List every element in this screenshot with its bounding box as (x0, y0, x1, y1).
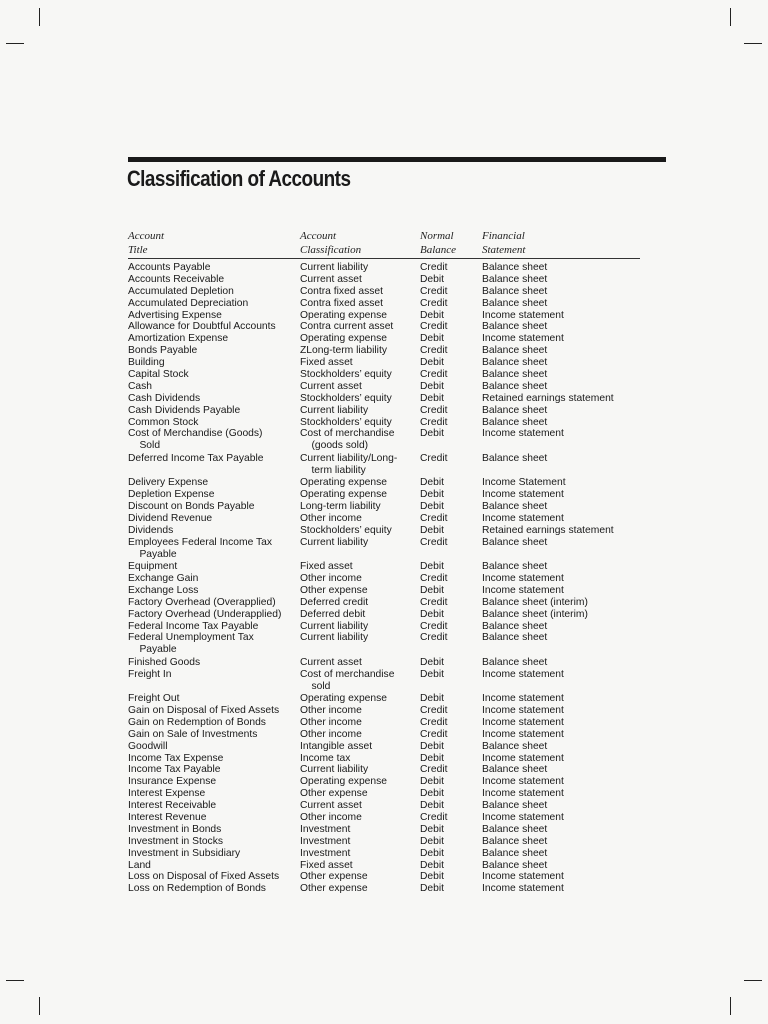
crop-mark (39, 997, 40, 1015)
account-classification: Other income (300, 512, 362, 524)
normal-balance: Debit (420, 668, 445, 680)
account-classification: Stockholders’ equity (300, 392, 392, 404)
financial-statement: Income statement (482, 752, 564, 764)
account-title: Gain on Sale of Investments (128, 728, 258, 740)
financial-statement: Retained earnings statement (482, 392, 614, 404)
crop-mark (744, 980, 762, 981)
header-line: Financial (482, 230, 525, 242)
financial-statement: Balance sheet (482, 357, 548, 369)
table-row (128, 669, 648, 693)
header-normal-balance (420, 230, 456, 257)
account-classification: Operating expense (300, 477, 388, 489)
account-title: Federal Unemployment Tax Payable (128, 632, 254, 656)
accounts-table (128, 262, 648, 895)
table-row (128, 585, 648, 597)
account-classification: Operating expense (300, 693, 388, 705)
financial-statement: Balance sheet (482, 764, 548, 776)
table-row (128, 871, 648, 883)
table-row (128, 357, 648, 369)
table-row (128, 705, 648, 717)
normal-balance: Debit (420, 561, 445, 573)
account-title: Income Tax Payable (128, 764, 221, 776)
account-title: Amortization Expense (128, 333, 229, 345)
financial-statement: Balance sheet (482, 416, 548, 428)
header-financial-statement (482, 230, 525, 257)
financial-statement: Income statement (482, 309, 564, 321)
crop-mark (730, 8, 731, 26)
table-row (128, 310, 648, 322)
normal-balance: Credit (420, 812, 448, 824)
account-classification: Cost of merchandise (goods sold) (300, 428, 395, 452)
account-title: Goodwill (128, 740, 168, 752)
normal-balance: Debit (420, 656, 445, 668)
account-title: Income Tax Expense (128, 752, 224, 764)
financial-statement: Income statement (482, 812, 564, 824)
table-row (128, 848, 648, 860)
table-row (128, 764, 648, 776)
account-title: Employees Federal Income Tax Payable (128, 536, 273, 560)
normal-balance: Debit (420, 693, 445, 705)
header-line: Account (128, 230, 165, 242)
financial-statement: Balance sheet (482, 404, 548, 416)
table-row (128, 836, 648, 848)
financial-statement: Income statement (482, 716, 564, 728)
account-title: Cash Dividends Payable (128, 404, 241, 416)
account-title: Finished Goods (128, 656, 201, 668)
financial-statement: Income Statement (482, 477, 566, 489)
account-classification: Fixed asset (300, 561, 353, 573)
normal-balance: Debit (420, 489, 445, 501)
account-classification: Investment (300, 835, 351, 847)
account-classification: Other expense (300, 871, 368, 883)
financial-statement: Income statement (482, 428, 564, 440)
financial-statement: Balance sheet (482, 321, 548, 333)
normal-balance: Debit (420, 428, 445, 440)
table-row (128, 741, 648, 753)
financial-statement: Balance sheet (482, 501, 548, 513)
account-classification: Current liability (300, 536, 369, 548)
financial-statement: Balance sheet (482, 620, 548, 632)
account-title: Cash (128, 380, 153, 392)
account-title: Advertising Expense (128, 309, 222, 321)
header-line: Account (300, 230, 337, 242)
normal-balance: Debit (420, 333, 445, 345)
financial-statement: Balance sheet (482, 262, 548, 273)
normal-balance: Debit (420, 392, 445, 404)
normal-balance: Debit (420, 380, 445, 392)
crop-mark (730, 997, 731, 1015)
account-classification: Stockholders’ equity (300, 416, 392, 428)
header-line: Statement (482, 243, 526, 256)
account-title: Freight Out (128, 693, 180, 705)
account-classification: Current liability (300, 632, 369, 644)
account-title: Cost of Merchandise (Goods) Sold (128, 428, 263, 452)
account-title: Interest Receivable (128, 800, 217, 812)
header-line: Normal (420, 230, 454, 242)
normal-balance: Credit (420, 345, 448, 357)
account-title: Building (128, 357, 165, 369)
normal-balance: Debit (420, 309, 445, 321)
normal-balance: Debit (420, 883, 445, 895)
account-title: Dividends (128, 524, 174, 536)
financial-statement: Balance sheet (482, 561, 548, 573)
financial-statement: Balance sheet (482, 835, 548, 847)
account-classification: Fixed asset (300, 357, 353, 369)
table-row (128, 788, 648, 800)
normal-balance: Credit (420, 297, 448, 309)
normal-balance: Debit (420, 776, 445, 788)
financial-statement: Balance sheet (482, 380, 548, 392)
account-classification: Other expense (300, 883, 368, 895)
account-classification: Operating expense (300, 309, 388, 321)
account-title: Depletion Expense (128, 489, 215, 501)
normal-balance: Credit (420, 285, 448, 297)
account-title: Dividend Revenue (128, 512, 213, 524)
financial-statement: Balance sheet (482, 632, 548, 644)
account-classification: Intangible asset (300, 740, 373, 752)
financial-statement: Balance sheet (482, 740, 548, 752)
financial-statement: Income statement (482, 512, 564, 524)
table-row (128, 729, 648, 741)
table-row (128, 573, 648, 585)
account-classification: Other income (300, 716, 362, 728)
financial-statement: Income statement (482, 584, 564, 596)
account-classification: Income tax (300, 752, 351, 764)
normal-balance: Debit (420, 823, 445, 835)
account-classification: Deferred credit (300, 596, 369, 608)
account-classification: Other expense (300, 788, 368, 800)
normal-balance: Credit (420, 404, 448, 416)
account-classification: Contra fixed asset (300, 297, 383, 309)
account-title: Exchange Gain (128, 572, 199, 584)
crop-mark (6, 980, 24, 981)
table-row (128, 405, 648, 417)
table-row (128, 381, 648, 393)
table-row (128, 393, 648, 405)
financial-statement: Balance sheet (482, 823, 548, 835)
normal-balance: Credit (420, 572, 448, 584)
financial-statement: Balance sheet (482, 452, 548, 464)
financial-statement: Balance sheet (482, 345, 548, 357)
account-classification: Investment (300, 847, 351, 859)
account-classification: ZLong-term liability (300, 345, 387, 357)
account-classification: Cost of merchandise sold (300, 668, 395, 692)
account-classification: Long-term liability (300, 501, 381, 513)
account-classification: Other income (300, 812, 362, 824)
account-classification: Current liability (300, 620, 369, 632)
table-row (128, 883, 648, 895)
account-classification: Current asset (300, 380, 362, 392)
normal-balance: Debit (420, 835, 445, 847)
account-classification: Contra fixed asset (300, 285, 383, 297)
normal-balance: Debit (420, 608, 445, 620)
financial-statement: Balance sheet (482, 656, 548, 668)
financial-statement: Income statement (482, 728, 564, 740)
account-title: Gain on Redemption of Bonds (128, 716, 266, 728)
header-rule (128, 258, 640, 259)
account-classification: Current liability/Long- term liability (300, 452, 398, 476)
table-row (128, 345, 648, 357)
account-title: Investment in Stocks (128, 835, 223, 847)
account-classification: Current liability (300, 764, 369, 776)
table-row (128, 657, 648, 669)
account-title: Federal Income Tax Payable (128, 620, 259, 632)
normal-balance: Debit (420, 800, 445, 812)
account-title: Exchange Loss (128, 584, 199, 596)
account-title: Common Stock (128, 416, 199, 428)
normal-balance: Credit (420, 262, 448, 273)
normal-balance: Debit (420, 584, 445, 596)
normal-balance: Debit (420, 788, 445, 800)
account-title: Factory Overhead (Underapplied) (128, 608, 282, 620)
table-row (128, 298, 648, 310)
account-title: Accumulated Depletion (128, 285, 234, 297)
normal-balance: Debit (420, 524, 445, 536)
account-classification: Current asset (300, 273, 362, 285)
normal-balance: Credit (420, 369, 448, 381)
account-classification: Other income (300, 728, 362, 740)
financial-statement: Retained earnings statement (482, 524, 614, 536)
financial-statement: Balance sheet (482, 297, 548, 309)
table-row (128, 693, 648, 705)
table-row (128, 453, 648, 477)
normal-balance: Debit (420, 752, 445, 764)
table-row (128, 537, 648, 561)
account-title: Freight In (128, 668, 172, 680)
account-classification: Deferred debit (300, 608, 366, 620)
account-title: Bonds Payable (128, 345, 198, 357)
normal-balance: Debit (420, 477, 445, 489)
account-classification: Stockholders’ equity (300, 369, 392, 381)
normal-balance: Credit (420, 632, 448, 644)
account-title: Accumulated Depreciation (128, 297, 249, 309)
table-row (128, 321, 648, 333)
account-classification: Fixed asset (300, 859, 353, 871)
account-title: Land (128, 859, 151, 871)
account-title: Capital Stock (128, 369, 189, 381)
account-title: Loss on Disposal of Fixed Assets (128, 871, 280, 883)
financial-statement: Balance sheet (482, 536, 548, 548)
normal-balance: Credit (420, 764, 448, 776)
account-title: Discount on Bonds Payable (128, 501, 255, 513)
normal-balance: Debit (420, 501, 445, 513)
account-title: Equipment (128, 561, 178, 573)
normal-balance: Credit (420, 321, 448, 333)
table-row (128, 561, 648, 573)
financial-statement: Income statement (482, 333, 564, 345)
header-account-title (128, 230, 164, 257)
normal-balance: Debit (420, 871, 445, 883)
financial-statement: Balance sheet (interim) (482, 596, 588, 608)
table-row (128, 428, 648, 452)
table-row (128, 525, 648, 537)
financial-statement: Balance sheet (interim) (482, 608, 588, 620)
page-title: Classification of Accounts (127, 166, 351, 191)
financial-statement: Income statement (482, 489, 564, 501)
normal-balance: Credit (420, 728, 448, 740)
table-row (128, 812, 648, 824)
normal-balance: Credit (420, 620, 448, 632)
financial-statement: Balance sheet (482, 859, 548, 871)
account-title: Interest Revenue (128, 812, 207, 824)
financial-statement: Balance sheet (482, 800, 548, 812)
financial-statement: Balance sheet (482, 273, 548, 285)
account-title: Cash Dividends (128, 392, 201, 404)
table-row (128, 274, 648, 286)
financial-statement: Balance sheet (482, 847, 548, 859)
account-classification: Stockholders’ equity (300, 524, 392, 536)
normal-balance: Debit (420, 357, 445, 369)
account-classification: Current asset (300, 656, 362, 668)
account-classification: Current liability (300, 404, 369, 416)
normal-balance: Credit (420, 416, 448, 428)
account-title: Investment in Bonds (128, 823, 222, 835)
financial-statement: Income statement (482, 788, 564, 800)
account-title: Investment in Subsidiary (128, 847, 241, 859)
account-title: Interest Expense (128, 788, 206, 800)
table-row (128, 333, 648, 345)
crop-mark (744, 43, 762, 44)
table-row (128, 717, 648, 729)
account-title: Accounts Payable (128, 262, 211, 273)
normal-balance: Credit (420, 716, 448, 728)
table-row (128, 621, 648, 633)
account-title: Factory Overhead (Overapplied) (128, 596, 276, 608)
table-row (128, 286, 648, 298)
table-row (128, 262, 648, 274)
normal-balance: Debit (420, 273, 445, 285)
header-line: Balance (420, 243, 457, 256)
account-classification: Operating expense (300, 776, 388, 788)
table-row (128, 489, 648, 501)
table-row (128, 632, 648, 656)
table-row (128, 513, 648, 525)
account-title: Allowance for Doubtful Accounts (128, 321, 276, 333)
table-row (128, 860, 648, 872)
normal-balance: Credit (420, 512, 448, 524)
crop-mark (39, 8, 40, 26)
account-title: Gain on Disposal of Fixed Assets (128, 705, 280, 716)
table-row (128, 753, 648, 765)
table-row (128, 609, 648, 621)
table-row (128, 477, 648, 489)
normal-balance: Credit (420, 452, 448, 464)
table-row (128, 800, 648, 812)
normal-balance: Debit (420, 847, 445, 859)
financial-statement: Income statement (482, 883, 564, 895)
header-line: Title (128, 243, 148, 256)
table-row (128, 776, 648, 788)
header-line: Classification (300, 243, 362, 256)
financial-statement: Income statement (482, 668, 564, 680)
account-title: Insurance Expense (128, 776, 217, 788)
account-classification: Other income (300, 572, 362, 584)
financial-statement: Income statement (482, 693, 564, 705)
table-row (128, 417, 648, 429)
table-row (128, 597, 648, 609)
title-rule (128, 157, 666, 162)
header-account-classification (300, 230, 361, 257)
financial-statement: Balance sheet (482, 285, 548, 297)
normal-balance: Credit (420, 536, 448, 548)
crop-mark (6, 43, 24, 44)
normal-balance: Debit (420, 859, 445, 871)
financial-statement: Income statement (482, 776, 564, 788)
financial-statement: Income statement (482, 572, 564, 584)
account-title: Deferred Income Tax Payable (128, 452, 264, 464)
normal-balance: Credit (420, 705, 448, 716)
account-classification: Operating expense (300, 333, 388, 345)
table-row (128, 824, 648, 836)
normal-balance: Credit (420, 596, 448, 608)
table-row (128, 501, 648, 513)
account-classification: Other income (300, 705, 362, 716)
account-title: Accounts Receivable (128, 273, 225, 285)
table-row (128, 369, 648, 381)
account-classification: Current asset (300, 800, 362, 812)
account-title: Loss on Redemption of Bonds (128, 883, 266, 895)
account-classification: Investment (300, 823, 351, 835)
financial-statement: Income statement (482, 871, 564, 883)
account-classification: Contra current asset (300, 321, 394, 333)
account-classification: Other expense (300, 584, 368, 596)
account-classification: Operating expense (300, 489, 388, 501)
financial-statement: Income statement (482, 705, 564, 716)
account-classification: Current liability (300, 262, 369, 273)
account-title: Delivery Expense (128, 477, 209, 489)
financial-statement: Balance sheet (482, 369, 548, 381)
normal-balance: Debit (420, 740, 445, 752)
